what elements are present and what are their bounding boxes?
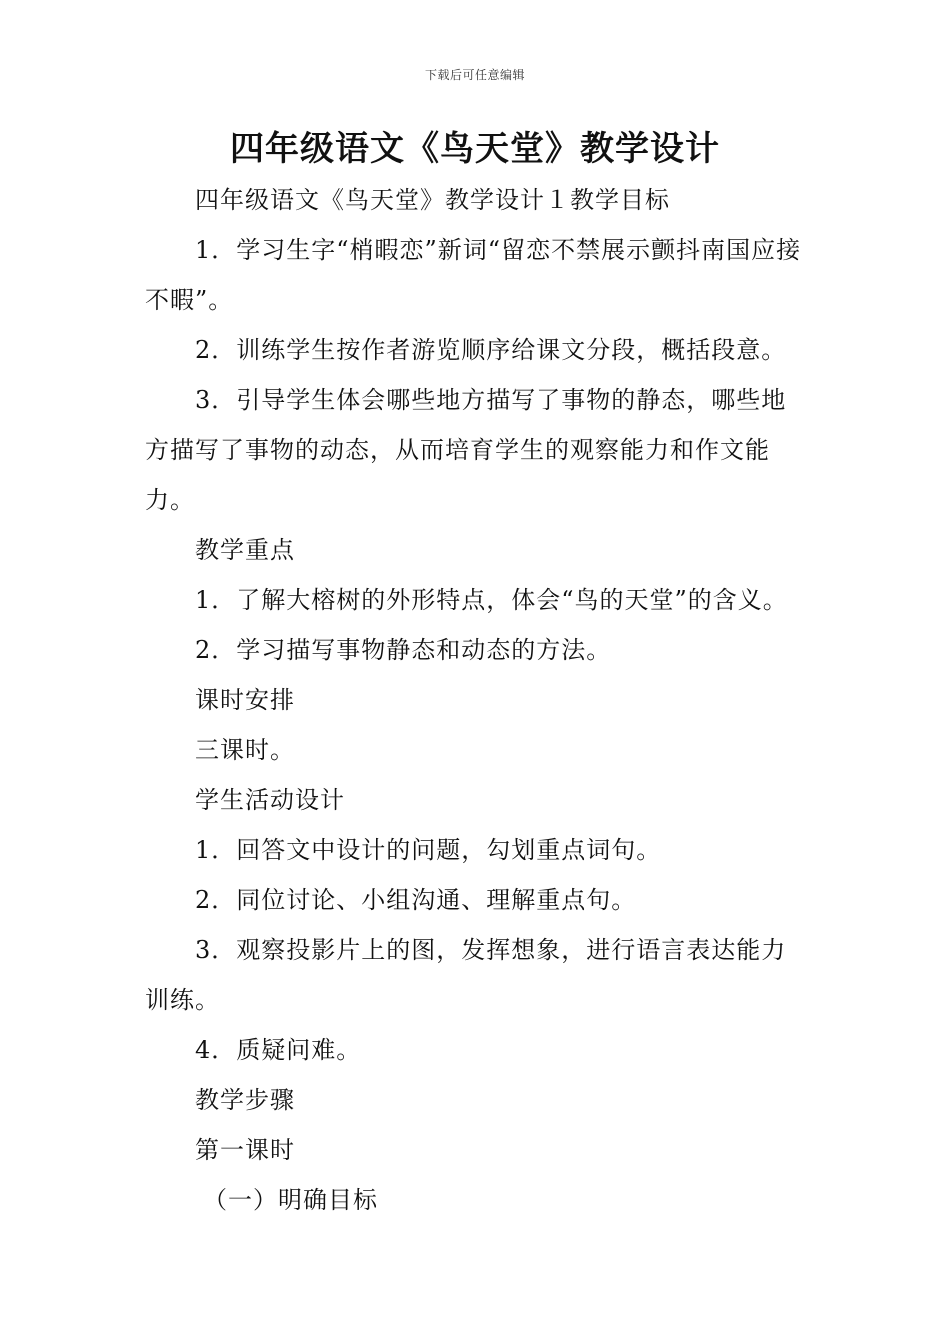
paragraph-goal-2: 2．训练学生按作者游览顺序给课文分段，概括段意。 (195, 336, 787, 364)
heading-schedule: 课时安排 (195, 686, 295, 714)
document-body (145, 175, 810, 1225)
paragraph-schedule: 三课时。 (195, 736, 295, 764)
paragraph-activity-2: 2．同位讨论、小组沟通、理解重点句。 (195, 886, 637, 914)
heading-steps: 教学步骤 (195, 1086, 295, 1114)
paragraph-key-point-2: 2．学习描写事物静态和动态的方法。 (195, 636, 612, 664)
paragraph-goal-3: 3．引导学生体会哪些地方描写了事物的静态，哪些地方描写了事物的动态，从而培育学生的观察能力和作文能力。 (145, 386, 787, 514)
heading-define-goals: （一）明确目标 (203, 1186, 378, 1214)
paragraph-activity-3: 3．观察投影片上的图，发挥想象，进行语言表达能力训练。 (145, 936, 787, 1014)
heading-key-points: 教学重点 (195, 536, 295, 564)
paragraph-key-point-1: 1．了解大榕树的外形特点，体会“鸟的天堂”的含义。 (195, 586, 788, 614)
paragraph-activity-1: 1．回答文中设计的问题，勾划重点词句。 (195, 836, 662, 864)
heading-activities: 学生活动设计 (195, 786, 345, 814)
paragraph-goal-1: 1．学习生字“梢暇恋”新词“留恋不禁展示颤抖南国应接不暇”。 (145, 236, 802, 314)
document-title: 四年级语文《鸟天堂》教学设计 (230, 129, 720, 169)
paragraph-activity-4: 4．质疑问难。 (195, 1036, 362, 1064)
paragraph-intro: 四年级语文《鸟天堂》教学设计１教学目标 (195, 186, 670, 214)
heading-first-lesson: 第一课时 (195, 1136, 295, 1164)
header-note: 下载后可任意编辑 (424, 68, 525, 82)
